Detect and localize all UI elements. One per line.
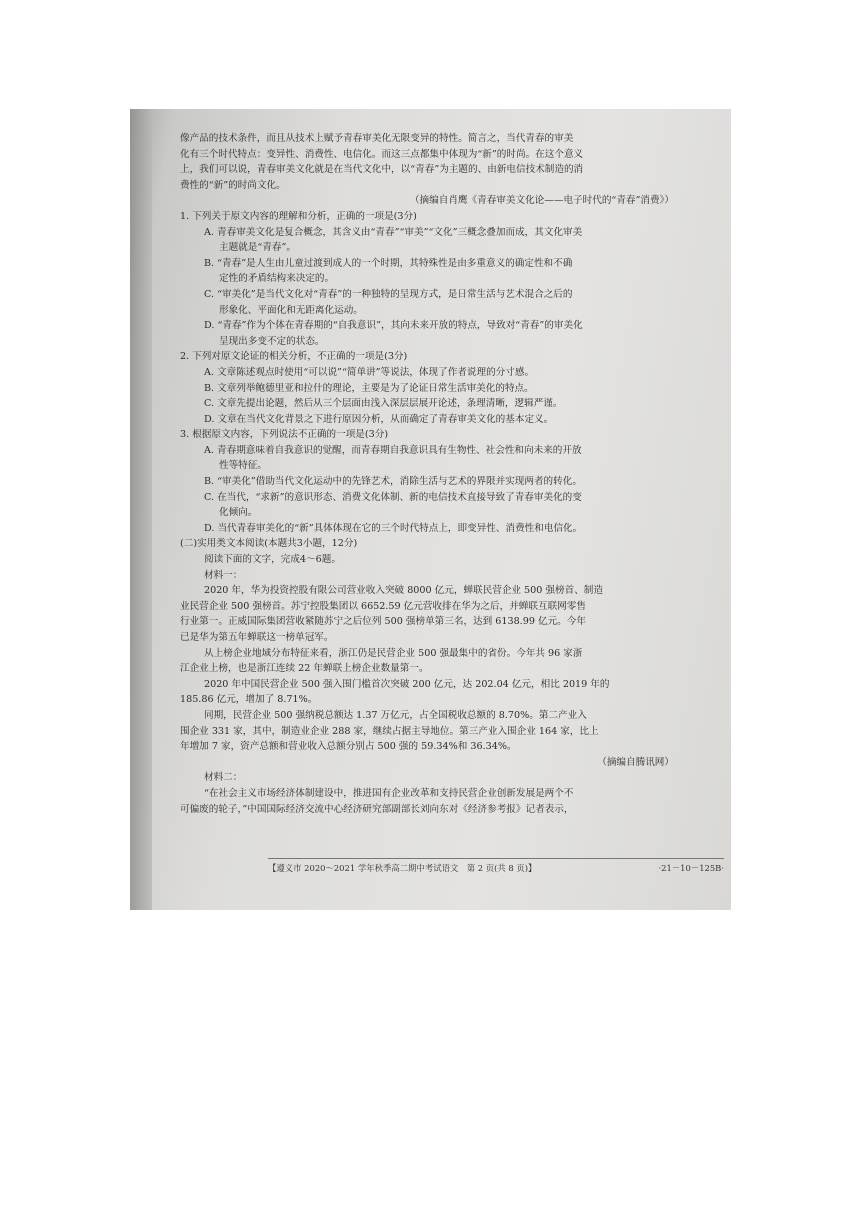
q2-option-c: C. 文章先提出论题，然后从三个层面由浅入深层层展开论述，条理清晰，逻辑严谨。 [204,398,563,410]
q1-option-d: D. “青春”作为个体在青春期的“自我意识”，其向未来开放的特点，导致对“青春”的审美化 [204,320,583,332]
intro-line: 费性的“新”的时尚文化。 [180,179,286,191]
q1-option-c-cont: 形象化、平面化和无距离化运动。 [219,304,363,316]
intro-line: 上，我们可以说，青春审美文化就是在当代文化中，以“青春”为主题的、由新电信技术制造的消 [180,164,584,176]
material-2-title: 材料二： [204,772,243,784]
q2-option-b: B. 文章列举鲍德里亚和拉什的理论，主要是为了论证日常生活审美化的特点。 [204,382,534,394]
footer-text: 【遵义市 2020～2021 学年秋季高二期中考试语文 第 2 页(共 8 页)】 [268,863,537,873]
q2-option-d: D. 文章在当代文化背景之下进行原因分析，从而确定了青春审美文化的基本定义。 [204,413,554,425]
question-1-stem: 1. 下列关于原文内容的理解和分析，正确的一项是(3分) [180,210,417,222]
q1-option-b-cont: 定性的矛盾结构来决定的。 [219,273,335,285]
q1-option-d-cont: 呈现出多变不定的状态。 [219,335,325,347]
q1-option-c: C. “审美化”是当代文化对“青春”的一种独特的呈现方式，是日常生活与艺术混合之后的 [204,288,573,300]
instruction: 阅读下面的文字，完成4～6题。 [204,554,341,566]
intro-line: 像产品的技术条件，而且从技术上赋予青春审美化无限变异的特性。简言之，当代青春的审美 [180,133,574,144]
q2-option-a: A. 文章陈述观点时使用“可以说”“简单讲”等说法，体现了作者说理的分寸感。 [204,366,535,378]
material-1-line: 江企业上榜，也是浙江连续 22 年蝉联上榜企业数量第一。 [180,663,429,675]
material-2-line: 可偏废的轮子，”中国国际经济交流中心经济研究部副部长刘向东对《经济参考报》记者表示， [180,803,574,815]
source-citation-2: （摘编自腾讯网） [597,756,674,768]
material-1-line: 同期，民营企业 500 强纳税总额达 1.37 万亿元，占全国税收总额的 8.70%。第二产业入 [204,709,587,721]
intro-line: 化有三个时代特点：变异性、消费性、电信化。而这三点都集中体现为“新”的时尚。在这个意义 [180,148,584,160]
q3-option-a: A. 青春期意味着自我意识的觉醒，而青春期自我意识具有生物性、社会性和向未来的开放 [204,444,582,456]
q3-option-c: C. 在当代，“求新”的意识形态、消费文化体制、新的电信技术直接导致了青春审美化的变 [204,491,582,503]
material-1-line: 已是华为第五年蝉联这一榜单冠军。 [180,632,334,643]
footer-code: ·21－10－125B· [658,863,724,873]
material-1-title: 材料一： [204,569,243,581]
q3-option-a-cont: 性等特征。 [219,460,267,472]
section-heading: (二)实用类文本阅读(本题共3小题，12分) [180,538,358,550]
material-1-line: 从上榜企业地域分布特征来看，浙江仍是民营企业 500 强最集中的省份。今年共 96 家浙 [204,647,583,659]
material-1-line: 185.86 亿元，增加了 8.71%。 [180,694,318,706]
page-footer [268,858,724,874]
material-1-line: 年增加 7 家，资产总额和营业收入总额分别占 500 强的 59.34%和 36.34%。 [180,741,517,753]
material-2-line: “在社会主义市场经济体制建设中，推进国有企业改革和支持民营企业创新发展是两个不 [204,787,574,799]
material-1-line: 围企业 331 家，其中，制造业企业 288 家，继续占据主导地位。第三产业入围企业 164 家，比上 [180,725,599,737]
source-citation-1: （摘编自肖鹰《青春审美文化论——电子时代的“青春”消费》） [409,195,674,207]
question-2-stem: 2. 下列对原文论证的相关分析，不正确的一项是(3分) [180,351,408,363]
material-1-line: 2020 年，华为投资控股有限公司营业收入突破 8000 亿元，蝉联民营企业 500 强榜首、制造 [204,585,603,597]
q3-option-b: B. “审美化”借助当代文化运动中的先锋艺术，消除生活与艺术的界限并实现两者的转化。 [204,476,582,488]
question-3-stem: 3. 根据原文内容，下列说法不正确的一项是(3分) [180,429,389,441]
page-text [180,131,678,817]
photographed-exam-page [130,109,731,910]
q1-option-a-cont: 主题就是“青春”。 [219,242,296,254]
q3-option-d: D. 当代青春审美化的“新”具体体现在它的三个时代特点上，即变异性、消费性和电信化。 [204,522,583,534]
material-1-line: 业民营企业 500 强榜首。苏宁控股集团以 6652.59 亿元营收排在华为之后，并蝉联互联网零售 [180,600,586,612]
q1-option-a: A. 青春审美文化是复合概念，其含义由“青春”“审美”“文化”三概念叠加而成，其文化审美 [204,226,583,238]
q3-option-c-cont: 化倾向。 [219,507,258,519]
q1-option-b: B. “青春”是人生由儿童过渡到成人的一个时期，其特殊性是由多重意义的确定性和不确 [204,257,573,269]
material-1-line: 2020 年中国民营企业 500 强入围门槛首次突破 200 亿元，达 202.04 亿元，相比 2019 年的 [204,678,610,690]
material-1-line: 行业第一。正威国际集团营收紧随苏宁之后位列 500 强榜单第三名，达到 6138.99 亿元。今年 [180,616,586,628]
